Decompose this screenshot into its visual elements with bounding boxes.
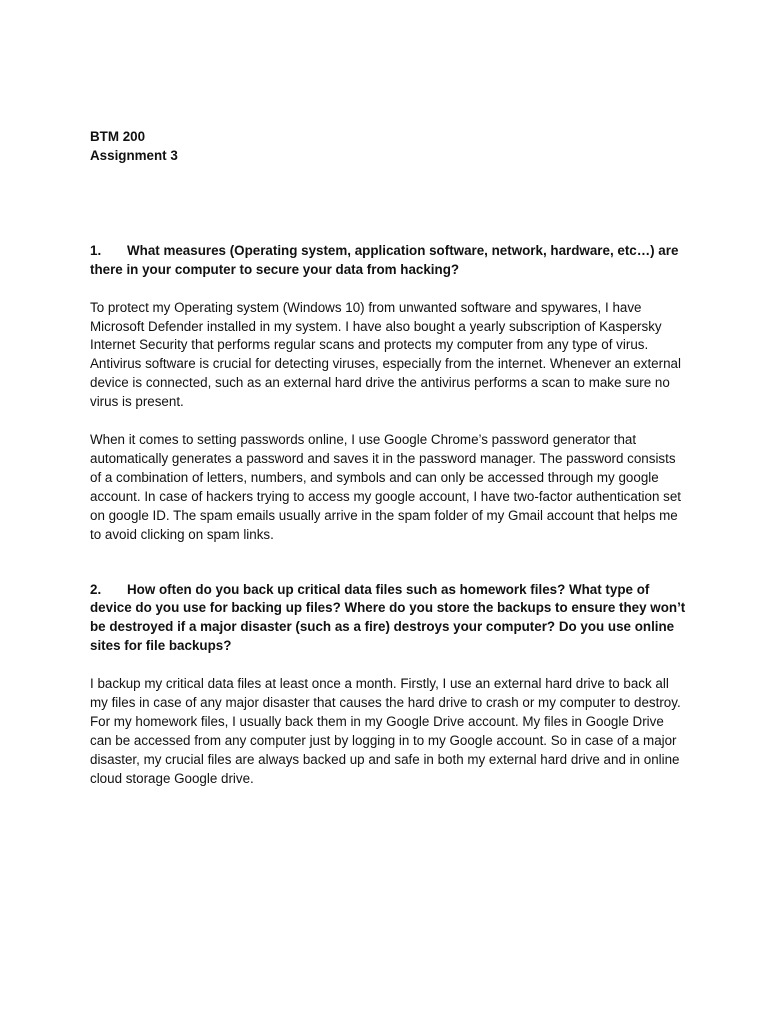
question-2	[90, 581, 688, 657]
answer-2-paragraph-1: I backup my critical data files at least once a month. Firstly, I use an external hard drive to back all my files in case of any major disaster that causes the hard drive to crash or my computer to destroy. For my homework files, I usually back them in my Google Drive account. My files in Google Drive can be accessed from any computer just by logging in to my Google account. So in case of a major disaster, my crucial files are always backed up and safe in both my external hard drive and in online cloud storage Google drive.	[90, 676, 681, 786]
question-2-text: How often do you back up critical data files such as homework files? What type of device do you use for backing up files? Where do you store the backups to ensure they won’t be destroyed if a major disaster (such as a fire) destroys your computer? Do you use online sites for file backups?	[90, 581, 686, 654]
question-2-number: 2.	[90, 581, 102, 597]
question-1-text: What measures (Operating system, application software, network, hardware, etc…) are there in your computer to secure your data from hacking?	[90, 242, 679, 277]
document-body	[90, 128, 688, 789]
answer-1-paragraph-1: To protect my Operating system (Windows 10) from unwanted software and spywares, I have Microsoft Defender installed in my system. I have also bought a yearly subscription of Kaspersky Internet Security that performs regular scans and protects my computer from any type of virus. Antivirus software is crucial for detecting viruses, especially from the internet. Whenever an external device is connected, such as an external hard drive the antivirus performs a scan to make sure no virus is present.	[90, 299, 681, 410]
course-code: BTM 200	[90, 129, 146, 144]
answer-1-paragraph-2: When it comes to setting passwords online, I use Google Chrome’s password generator that automatically generates a password and saves it in the password manager. The password consists of a combination of letters, numbers, and symbols and can only be accessed through my google account. In case of hackers trying to access my google account, I have two-factor authentication set on google ID. The spam emails usually arrive in the spam folder of my Gmail account that helps me to avoid clicking on spam links.	[90, 432, 681, 542]
assignment-title: Assignment 3	[90, 147, 178, 163]
question-1-number: 1.	[90, 242, 102, 258]
question-1	[90, 242, 688, 280]
